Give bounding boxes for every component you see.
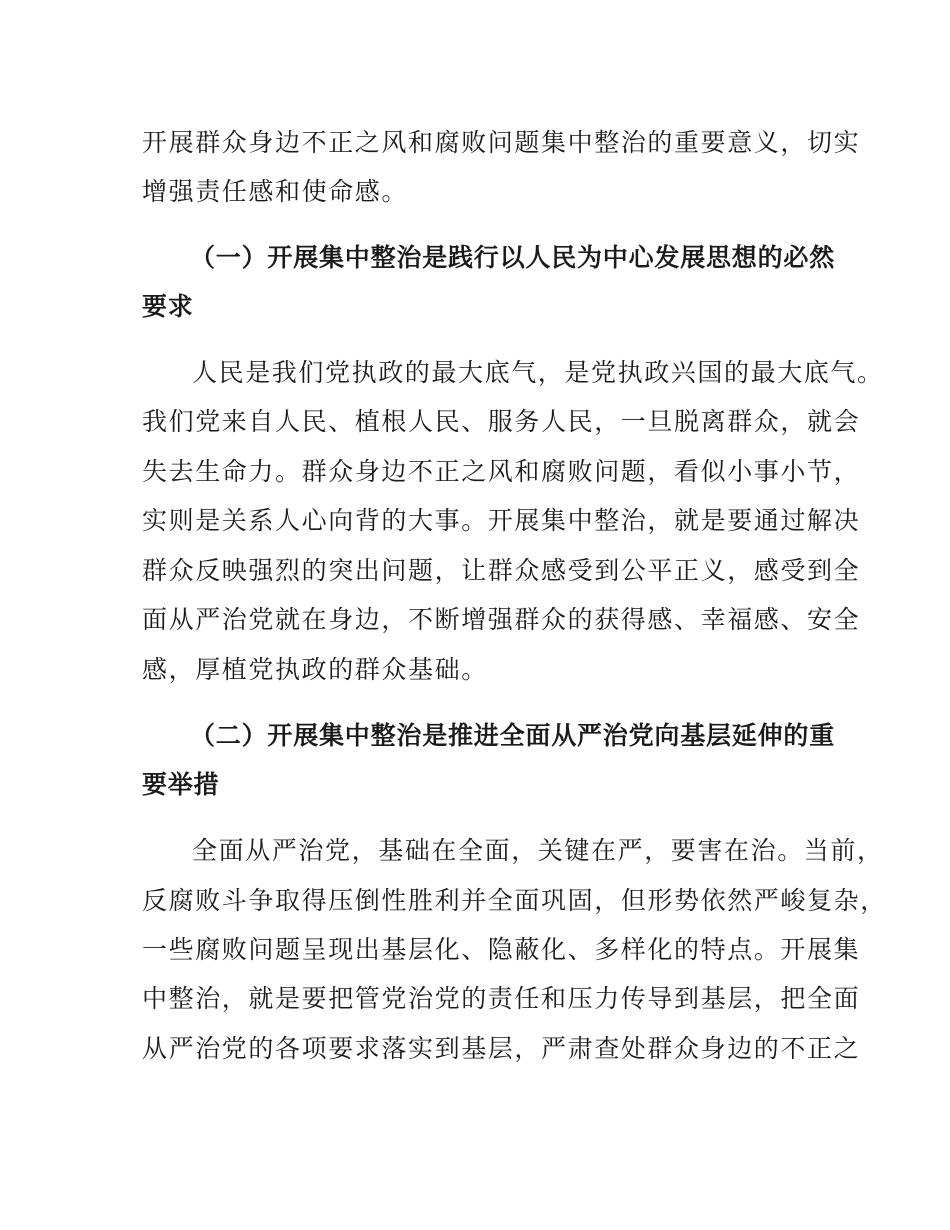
section1-body-line-1: 人民是我们党执政的最大底气，是党执政兴国的最大底气。 [192,358,884,387]
section2-body-line-2: 反腐败斗争取得压倒性胜利并全面巩固，但形势依然严峻复杂， [142,886,887,915]
section1-body-line-2: 我们党来自人民、植根人民、服务人民，一旦脱离群众，就会 [142,407,861,436]
intro-line-2: 增强责任感和使命感。 [142,177,409,206]
section1-heading-line-1: （一）开展集中整治是践行以人民为中心发展思想的必然 [190,243,836,272]
section2-body-line-5: 从严治党的各项要求落实到基层，严肃查处群众身边的不正之 [142,1034,861,1063]
section1-body-line-5: 群众反映强烈的突出问题，让群众感受到公平正义，感受到全 [142,556,861,585]
section2-body-line-3: 一些腐败问题呈现出基层化、隐蔽化、多样化的特点。开展集 [142,935,861,964]
section1-body-line-7: 感，厚植党执政的群众基础。 [142,655,488,684]
section1-body-line-3: 失去生命力。群众身边不正之风和腐败问题，看似小事小节， [142,457,861,486]
section1-heading-line-2: 要求 [142,292,194,321]
section1-body-line-4: 实则是关系人心向背的大事。开展集中整治，就是要通过解决 [142,506,861,535]
section1-body-line-6: 面从严治党就在身边，不断增强群众的获得感、幸福感、安全 [142,605,861,634]
section2-body-line-4: 中整治，就是要把管党治党的责任和压力传导到基层，把全面 [142,984,861,1013]
section2-body-line-1: 全面从严治党，基础在全面，关键在严，要害在治。当前， [192,836,884,865]
intro-line-1: 开展群众身边不正之风和腐败问题集中整治的重要意义，切实 [142,128,861,157]
section2-heading-line-2: 要举措 [142,770,220,799]
section2-heading-line-1: （二）开展集中整治是推进全面从严治党向基层延伸的重 [190,721,836,750]
